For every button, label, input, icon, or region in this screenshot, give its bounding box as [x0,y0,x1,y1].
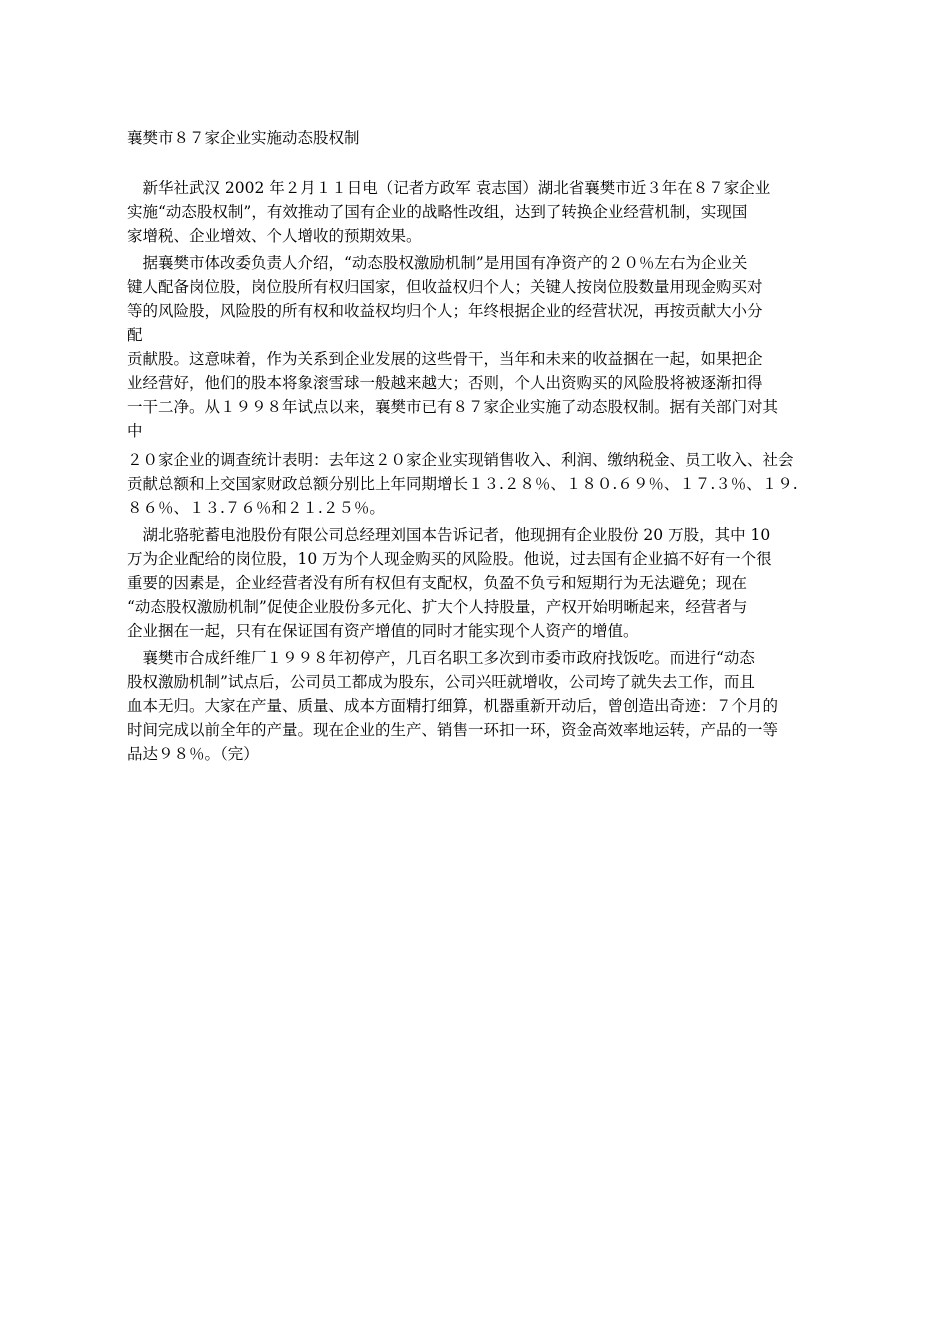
body-line: 贡献股。这意味着，作为关系到企业发展的这些骨干，当年和未来的收益捆在一起，如果把企 [127,350,763,368]
body-line: 襄樊市合成纤维厂１９９８年初停产，几百名职工多次到市委市政府找饭吃。而进行“动态 [127,649,755,667]
body-line: 据襄樊市体改委负责人介绍，“动态股权激励机制”是用国有净资产的２０％左右为企业关 [127,254,748,272]
body-line: “动态股权激励机制”促使企业股份多元化、扩大个人持股量，产权开始明晰起来，经营者与 [127,598,748,616]
body-line: 湖北骆驼蓄电池股份有限公司总经理刘国本告诉记者，他现拥有企业股份 20 万股，其中 10 [127,526,771,544]
body-line: 企业捆在一起，只有在保证国有资产增值的同时才能实现个人资产的增值。 [127,622,639,640]
body-line: 实施“动态股权制”，有效推动了国有企业的战略性改组，达到了转换企业经营机制，实现国 [127,203,748,221]
body-line: 时间完成以前全年的产量。现在企业的生产、销售一环扣一环，资金高效率地运转，产品的一等 [127,721,779,739]
body-line: 重要的因素是，企业经营者没有所有权但有支配权，负盈不负亏和短期行为无法避免；现在 [127,574,748,592]
body-line: 新华社武汉 2002 年２月１１日电（记者方政军 袁志国）湖北省襄樊市近３年在８７家企业 [127,179,771,197]
body-line: ２０家企业的调查统计表明：去年这２０家企业实现销售收入、利润、缴纳税金、员工收入、社会 [127,451,794,469]
body-line: 贡献总额和上交国家财政总额分别比上年同期增长１３.２８％、１８０.６９％、１７.３％、１９. [127,475,798,493]
body-line: 配 [127,326,143,344]
document-title: 襄樊市８７家企业实施动态股权制 [127,129,360,147]
body-line: 品达９８％。（完） [127,745,259,763]
body-line: 等的风险股，风险股的所有权和收益权均归个人；年终根据企业的经营状况，再按贡献大小分 [127,302,763,320]
body-line: ８６％、１３.７６％和２１.２５％。 [127,499,385,517]
body-line: 万为企业配给的岗位股，10 万为个人现金购买的风险股。他说，过去国有企业搞不好有一个很 [127,550,772,568]
body-line: 键人配备岗位股，岗位股所有权归国家，但收益权归个人；关键人按岗位股数量用现金购买对 [127,278,763,296]
body-line: 家增税、企业增效、个人增收的预期效果。 [127,227,422,245]
body-line: 中 [127,422,143,440]
body-line: 血本无归。大家在产量、质量、成本方面精打细算，机器重新开动后，曾创造出奇迹：７个月的 [127,697,779,715]
body-line: 一干二净。从１９９８年试点以来，襄樊市已有８７家企业实施了动态股权制。据有关部门对其 [127,398,779,416]
body-line: 业经营好，他们的股本将象滚雪球一般越来越大；否则，个人出资购买的风险股将被逐渐扣得 [127,374,763,392]
body-line: 股权激励机制”试点后，公司员工都成为股东，公司兴旺就增收，公司垮了就失去工作，而且 [127,673,755,691]
